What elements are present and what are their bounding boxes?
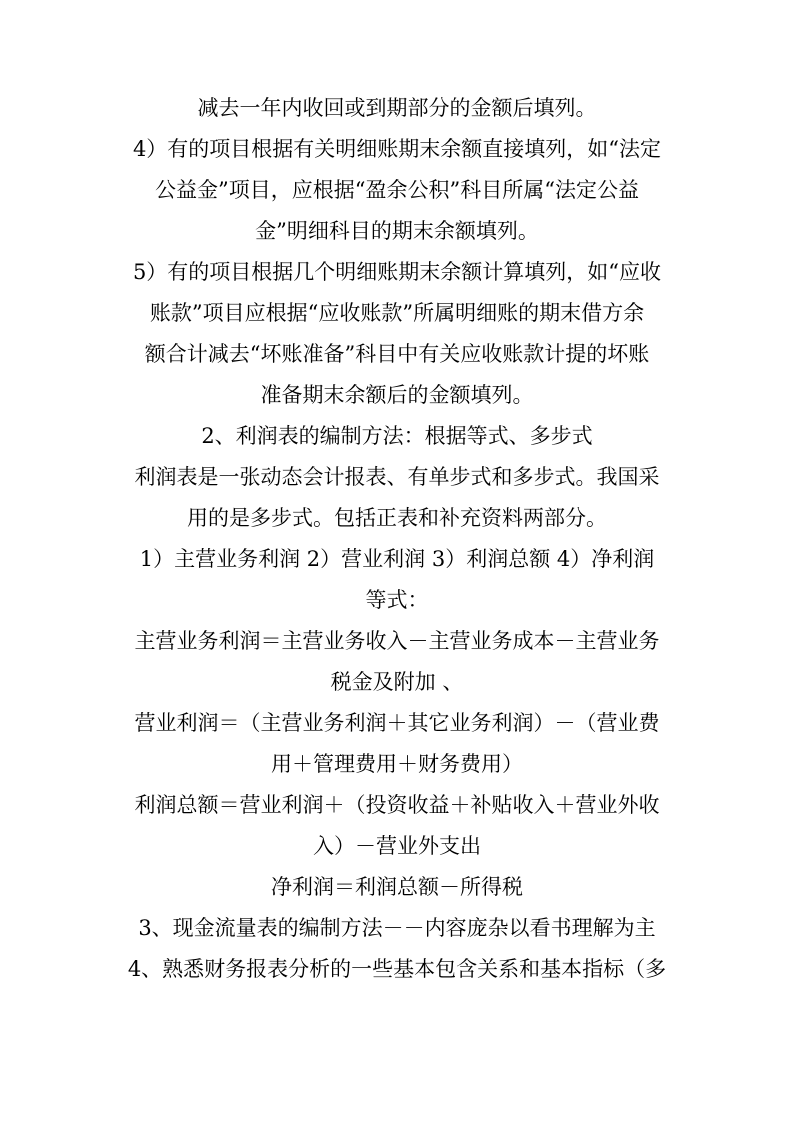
- text-line: 账款”项目应根据“应收账款”所属明细账的期末借方余: [149, 301, 645, 325]
- text-line: 减去一年内收回或到期部分的金额后填列。: [197, 96, 597, 120]
- text-line: 利润表是一张动态会计报表、有单步式和多步式。我国采: [134, 465, 660, 489]
- text-line: 1）主营业务利润 2）营业利润 3）利润总额 4）净利润: [139, 547, 655, 571]
- text-line: 公益金”项目，应根据“盈余公积”科目所属“法定公益: [155, 178, 639, 202]
- formula-line: 营业利润＝（主营业务利润＋其它业务利润）－（营业费: [134, 711, 660, 735]
- text-line: 用的是多步式。包括正表和补充资料两部分。: [187, 506, 607, 530]
- formula-line: 入）－营业外支出: [313, 834, 481, 858]
- formula-line: 主营业务利润＝主营业务收入－主营业务成本－主营业务: [134, 629, 660, 653]
- text-line: 额合计减去“坏账准备”科目中有关应收账款计提的坏账: [144, 342, 650, 366]
- text-line: 5）有的项目根据几个明细账期末余额计算填列，如“应收: [132, 260, 662, 284]
- section-heading: 3、现金流量表的编制方法－－内容庞杂以看书理解为主: [138, 916, 656, 940]
- text-line: 等式：: [365, 588, 429, 612]
- text-line: 准备期末余额后的金额填列。: [260, 383, 534, 407]
- formula-line: 净利润＝利润总额－所得税: [271, 875, 523, 899]
- section-heading: 4、熟悉财务报表分析的一些基本包含关系和基本指标（多: [127, 957, 667, 981]
- section-heading: 2、利润表的编制方法：根据等式、多步式: [201, 424, 593, 448]
- text-line: 4）有的项目根据有关明细账期末余额直接填列，如“法定: [132, 137, 662, 161]
- text-line: 金”明细科目的期末余额填列。: [255, 219, 539, 243]
- formula-line: 利润总额＝营业利润＋（投资收益＋补贴收入＋营业外收: [134, 793, 660, 817]
- formula-line: 用＋管理费用＋财务费用）: [271, 752, 523, 776]
- formula-line: 税金及附加 、: [330, 670, 464, 694]
